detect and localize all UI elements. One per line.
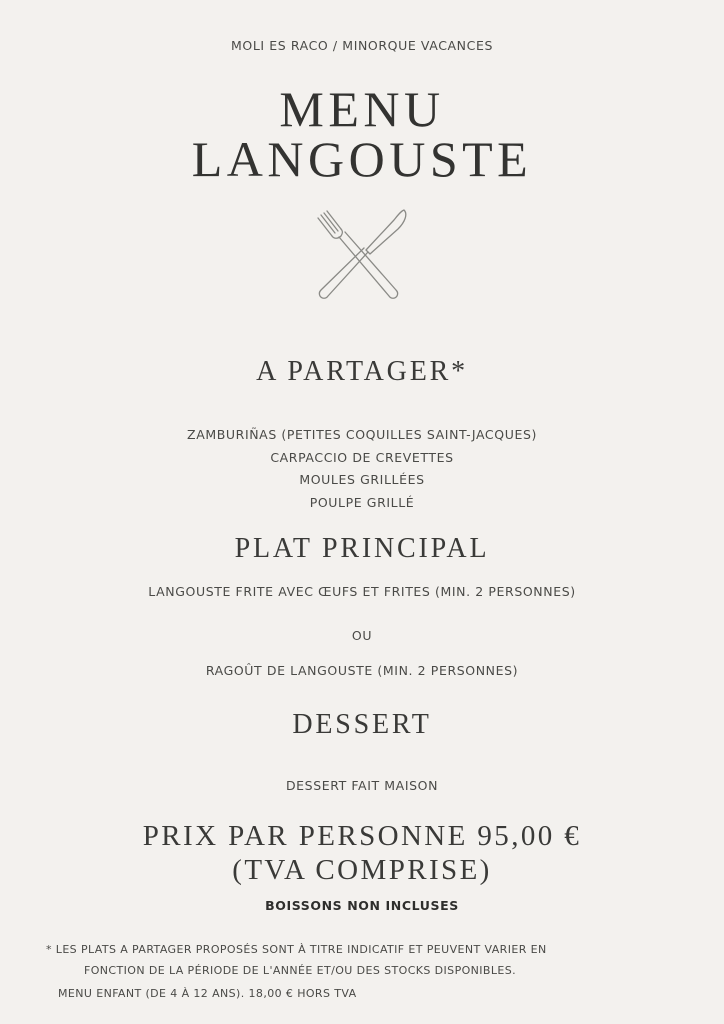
footnote-share-line1: * LES PLATS A PARTAGER PROPOSÉS SONT À TITRE INDICATIF ET PEUVENT VARIER EN <box>46 943 547 956</box>
restaurant-subtitle: MOLI ES RACO / MINORQUE VACANCES <box>231 38 493 53</box>
main-option-1: LANGOUSTE FRITE AVEC ŒUFS ET FRITES (MIN. 2 PERSONNES) <box>148 584 576 599</box>
kids-menu-note: MENU ENFANT (DE 4 À 12 ANS). 18,00 € HORS TVA <box>58 987 357 1000</box>
main-option-2: RAGOÛT DE LANGOUSTE (MIN. 2 PERSONNES) <box>205 663 519 678</box>
share-item: POULPE GRILLÉ <box>309 495 415 510</box>
footnote-share-line2: FONCTION DE LA PÉRIODE DE L'ANNÉE ET/OU DES STOCKS DISPONIBLES. <box>84 964 517 977</box>
share-item: CARPACCIO DE CREVETTES <box>270 450 454 465</box>
menu-title-line1: MENU <box>279 81 445 137</box>
section-heading-share: A PARTAGER* <box>256 356 468 387</box>
section-heading-main: PLAT PRINCIPAL <box>234 533 490 564</box>
price-vat-note: (TVA COMPRISE) <box>232 854 492 886</box>
dessert-item: DESSERT FAIT MAISON <box>285 778 439 793</box>
main-or-separator: OU <box>351 628 373 643</box>
fork-knife-crossed-icon <box>312 206 412 306</box>
menu-title-line2: LANGOUSTE <box>191 131 533 187</box>
share-item: ZAMBURIÑAS (PETITES COQUILLES SAINT-JACQUES) <box>187 427 537 442</box>
drinks-not-included: BOISSONS NON INCLUSES <box>265 898 459 913</box>
price-per-person: PRIX PAR PERSONNE 95,00 € <box>142 820 582 852</box>
section-heading-dessert: DESSERT <box>292 709 432 740</box>
share-item: MOULES GRILLÉES <box>299 472 425 487</box>
